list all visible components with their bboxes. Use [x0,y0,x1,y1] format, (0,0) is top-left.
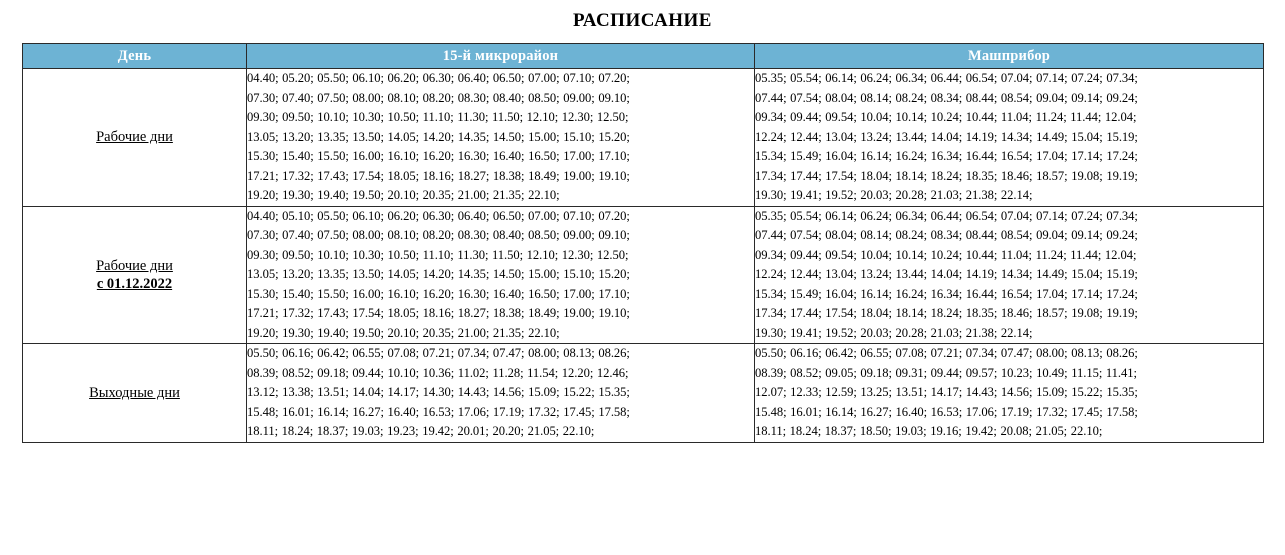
table-header [23,44,1264,69]
day-cell [23,206,247,344]
time-line: 07.44; 07.54; 08.04; 08.14; 08.24; 08.34; 08.44; 08.54; 09.04; 09.14; 09.24; [755,228,1138,243]
times-cell-mikrorayon [247,344,755,443]
time-line: 17.21; 17.32; 17.43; 17.54; 18.05; 18.16; 18.27; 18.38; 18.49; 19.00; 19.10; [247,168,630,183]
day-cell [23,344,247,443]
times-cell-mikrorayon [247,69,755,207]
day-label [96,128,173,146]
page-title: РАСПИСАНИЕ [573,10,712,31]
column-header-mikrorayon: 15-й микрорайон [247,44,755,69]
times-cell-mashpribor [755,344,1264,443]
time-line: 05.50; 06.16; 06.42; 06.55; 07.08; 07.21; 07.34; 07.47; 08.00; 08.13; 08.26; [247,346,630,361]
day-label-line1: Выходные дни [89,384,180,401]
time-line: 13.12; 13.38; 13.51; 14.04; 14.17; 14.30; 14.43; 14.56; 15.09; 15.22; 15.35; [247,385,630,400]
times-cell-mikrorayon [247,206,755,344]
time-line: 07.44; 07.54; 08.04; 08.14; 08.24; 08.34; 08.44; 08.54; 09.04; 09.14; 09.24; [755,90,1138,105]
time-line: 12.24; 12.44; 13.04; 13.24; 13.44; 14.04; 14.19; 14.34; 14.49; 15.04; 15.19; [755,129,1138,144]
time-line: 19.20; 19.30; 19.40; 19.50; 20.10; 20.35; 21.00; 21.35; 22.10; [247,188,560,203]
time-line: 13.05; 13.20; 13.35; 13.50; 14.05; 14.20; 14.35; 14.50; 15.00; 15.10; 15.20; [247,129,630,144]
time-line: 19.20; 19.30; 19.40; 19.50; 20.10; 20.35; 21.00; 21.35; 22.10; [247,325,560,340]
time-line: 04.40; 05.10; 05.50; 06.10; 06.20; 06.30; 06.40; 06.50; 07.00; 07.10; 07.20; [247,208,630,223]
day-label-line1: Рабочие дни [96,129,173,146]
time-line: 15.34; 15.49; 16.04; 16.14; 16.24; 16.34; 16.44; 16.54; 17.04; 17.14; 17.24; [755,149,1138,164]
schedule-table [22,43,1264,443]
time-line: 05.35; 05.54; 06.14; 06.24; 06.34; 06.44; 06.54; 07.04; 07.14; 07.24; 07.34; [755,208,1138,223]
times-cell-mashpribor [755,69,1264,207]
time-line: 15.48; 16.01; 16.14; 16.27; 16.40; 16.53; 17.06; 17.19; 17.32; 17.45; 17.58; [247,404,630,419]
time-line: 09.30; 09.50; 10.10; 10.30; 10.50; 11.10; 11.30; 11.50; 12.10; 12.30; 12.50; [247,247,629,262]
day-label [89,384,180,402]
table-row [23,344,1264,443]
time-line: 09.34; 09.44; 09.54; 10.04; 10.14; 10.24; 10.44; 11.04; 11.24; 11.44; 12.04; [755,247,1137,262]
day-label-line1: Рабочие дни [96,257,173,274]
time-line: 17.34; 17.44; 17.54; 18.04; 18.14; 18.24; 18.35; 18.46; 18.57; 19.08; 19.19; [755,168,1138,183]
day-label-line2: с 01.12.2022 [96,275,173,292]
time-line: 12.07; 12.33; 12.59; 13.25; 13.51; 14.17; 14.43; 14.56; 15.09; 15.22; 15.35; [755,385,1138,400]
column-header-mashpribor: Машприбор [755,44,1264,69]
time-line: 07.30; 07.40; 07.50; 08.00; 08.10; 08.20; 08.30; 08.40; 08.50; 09.00; 09.10; [247,228,630,243]
time-line: 15.30; 15.40; 15.50; 16.00; 16.10; 16.20; 16.30; 16.40; 16.50; 17.00; 17.10; [247,149,630,164]
time-line: 18.11; 18.24; 18.37; 19.03; 19.23; 19.42; 20.01; 20.20; 21.05; 22.10; [247,424,595,439]
time-line: 05.50; 06.16; 06.42; 06.55; 07.08; 07.21; 07.34; 07.47; 08.00; 08.13; 08.26; [755,346,1138,361]
table-header-row [23,44,1264,69]
day-label [96,257,173,293]
time-line: 09.34; 09.44; 09.54; 10.04; 10.14; 10.24; 10.44; 11.04; 11.24; 11.44; 12.04; [755,110,1137,125]
time-line: 19.30; 19.41; 19.52; 20.03; 20.28; 21.03; 21.38; 22.14; [755,325,1033,340]
time-line: 08.39; 08.52; 09.05; 09.18; 09.31; 09.44; 09.57; 10.23; 10.49; 11.15; 11.41; [755,365,1137,380]
time-line: 19.30; 19.41; 19.52; 20.03; 20.28; 21.03; 21.38; 22.14; [755,188,1033,203]
time-line: 18.11; 18.24; 18.37; 18.50; 19.03; 19.16; 19.42; 20.08; 21.05; 22.10; [755,424,1103,439]
time-line: 17.34; 17.44; 17.54; 18.04; 18.14; 18.24; 18.35; 18.46; 18.57; 19.08; 19.19; [755,306,1138,321]
time-line: 08.39; 08.52; 09.18; 09.44; 10.10; 10.36; 11.02; 11.28; 11.54; 12.20; 12.46; [247,365,629,380]
time-line: 09.30; 09.50; 10.10; 10.30; 10.50; 11.10; 11.30; 11.50; 12.10; 12.30; 12.50; [247,110,629,125]
time-line: 12.24; 12.44; 13.04; 13.24; 13.44; 14.04; 14.19; 14.34; 14.49; 15.04; 15.19; [755,267,1138,282]
time-line: 13.05; 13.20; 13.35; 13.50; 14.05; 14.20; 14.35; 14.50; 15.00; 15.10; 15.20; [247,267,630,282]
time-line: 05.35; 05.54; 06.14; 06.24; 06.34; 06.44; 06.54; 07.04; 07.14; 07.24; 07.34; [755,71,1138,85]
time-line: 07.30; 07.40; 07.50; 08.00; 08.10; 08.20; 08.30; 08.40; 08.50; 09.00; 09.10; [247,90,630,105]
table-row [23,69,1264,207]
table-row [23,206,1264,344]
column-header-day: День [23,44,247,69]
time-line: 04.40; 05.20; 05.50; 06.10; 06.20; 06.30; 06.40; 06.50; 07.00; 07.10; 07.20; [247,71,630,85]
time-line: 15.48; 16.01; 16.14; 16.27; 16.40; 16.53; 17.06; 17.19; 17.32; 17.45; 17.58; [755,404,1138,419]
table-body [23,69,1264,443]
times-cell-mashpribor [755,206,1264,344]
schedule-table-container [0,43,1285,443]
day-cell [23,69,247,207]
time-line: 15.34; 15.49; 16.04; 16.14; 16.24; 16.34; 16.44; 16.54; 17.04; 17.14; 17.24; [755,286,1138,301]
time-line: 15.30; 15.40; 15.50; 16.00; 16.10; 16.20; 16.30; 16.40; 16.50; 17.00; 17.10; [247,286,630,301]
time-line: 17.21; 17.32; 17.43; 17.54; 18.05; 18.16; 18.27; 18.38; 18.49; 19.00; 19.10; [247,306,630,321]
